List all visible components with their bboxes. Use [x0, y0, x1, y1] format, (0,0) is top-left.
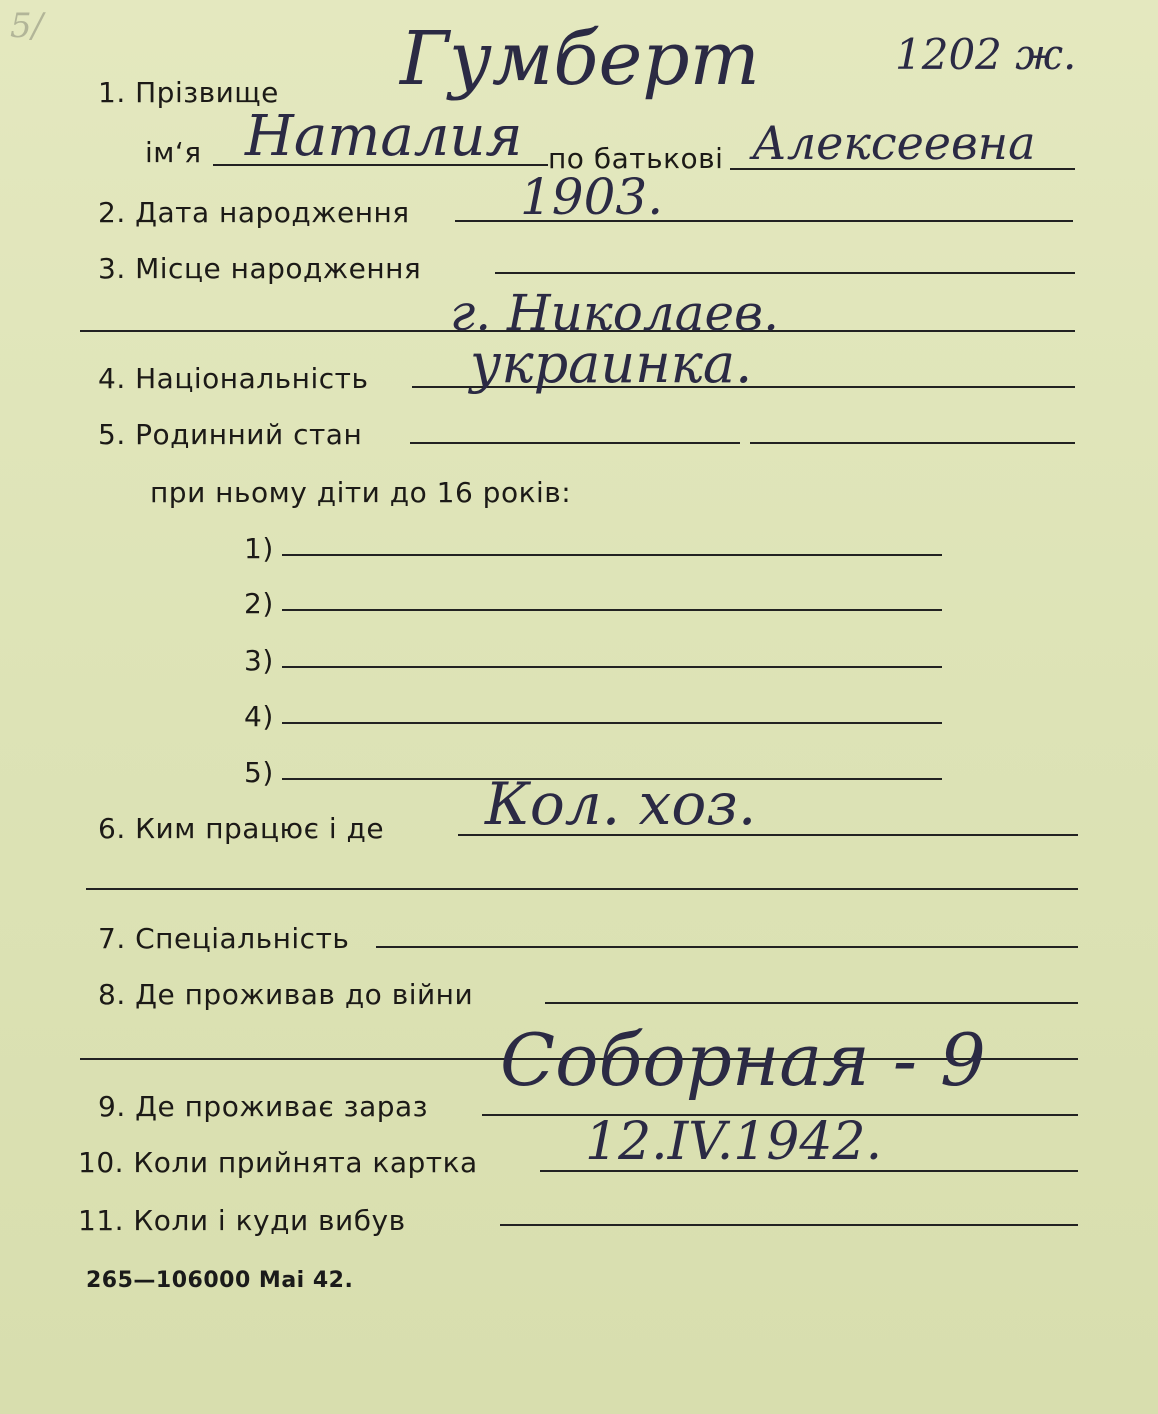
child-number-2: 2)	[244, 587, 274, 620]
departed-line	[500, 1224, 1078, 1226]
surname-note: 1202 ж.	[895, 30, 1077, 79]
field-marital-label: 5. Родинний стан	[98, 418, 363, 451]
child-line-1	[282, 554, 942, 556]
field-prewar-residence-label: 8. Де проживав до війни	[98, 978, 474, 1011]
child-line-3	[282, 666, 942, 668]
field-work-label: 6. Ким працює і де	[98, 812, 385, 845]
card-accepted-value: 12.IV.1942.	[585, 1112, 883, 1172]
field-nationality-label: 4. Національність	[98, 362, 369, 395]
field-birthdate-label: 2. Дата народження	[98, 196, 410, 229]
field-specialty-label: 7. Спеціальність	[98, 922, 350, 955]
patronymic-value: Алексеевна	[752, 116, 1036, 170]
child-number-3: 3)	[244, 644, 274, 677]
work-line-2	[86, 888, 1078, 890]
current-residence-value: Соборная - 9	[500, 1018, 986, 1102]
child-number-1: 1)	[244, 532, 274, 565]
field-name-label: ім‘я	[145, 136, 202, 169]
nationality-value: украинка.	[470, 332, 753, 395]
specialty-line	[376, 946, 1078, 948]
field-departed-label: 11. Коли і куди вибув	[78, 1204, 406, 1237]
child-line-4	[282, 722, 942, 724]
birthplace-line-1	[495, 272, 1075, 274]
children-label: при ньому діти до 16 років:	[150, 476, 572, 509]
marital-line-1	[410, 442, 740, 444]
birthdate-value: 1903.	[520, 168, 664, 226]
print-code: 265—106000 Mai 42.	[86, 1268, 354, 1293]
birthplace-value: г. Николаев.	[450, 284, 780, 342]
work-value: Кол. хоз.	[485, 770, 757, 838]
corner-mark: 5/	[10, 6, 44, 46]
child-line-2	[282, 609, 942, 611]
child-number-4: 4)	[244, 700, 274, 733]
field-current-residence-label: 9. Де проживає зараз	[98, 1090, 429, 1123]
field-birthplace-label: 3. Місце народження	[98, 252, 422, 285]
child-number-5: 5)	[244, 756, 274, 789]
prewar-line-1	[545, 1002, 1078, 1004]
surname-value: Гумберт	[400, 16, 760, 102]
name-value: Наталия	[245, 104, 523, 169]
field-patronymic-label: по батькові	[548, 142, 724, 175]
field-surname-label: 1. Прізвище	[98, 76, 279, 109]
marital-line-2	[750, 442, 1075, 444]
field-card-accepted-label: 10. Коли прийнята картка	[78, 1146, 478, 1179]
